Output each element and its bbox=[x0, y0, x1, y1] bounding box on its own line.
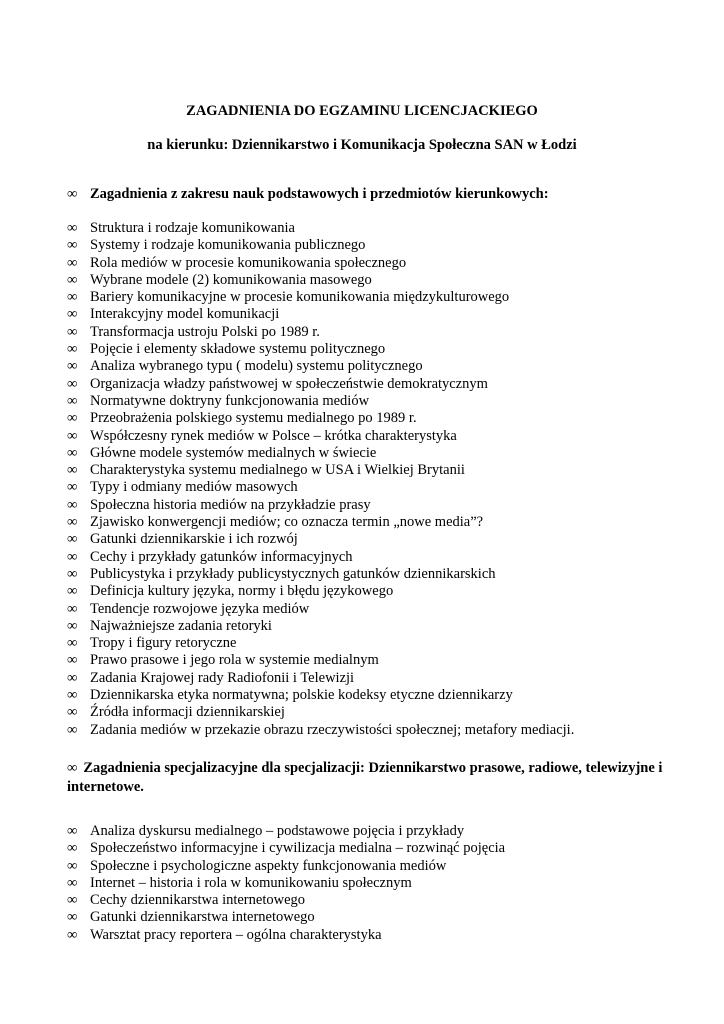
infinity-bullet-icon: ∞ bbox=[67, 358, 78, 375]
list-item bbox=[67, 376, 574, 393]
list-item-text: Charakterystyka systemu medialnego w USA i Wielkiej Brytanii bbox=[90, 462, 465, 479]
list-item-text: Rola mediów w procesie komunikowania społecznego bbox=[90, 254, 407, 271]
list-item-text: Definicja kultury języka, normy i błędu językowego bbox=[90, 583, 394, 600]
list-item bbox=[67, 652, 574, 669]
section-1-heading bbox=[67, 185, 549, 203]
list-item-text: Transformacja ustroju Polski po 1989 r. bbox=[90, 323, 320, 340]
list-item bbox=[67, 635, 574, 652]
infinity-bullet-icon: ∞ bbox=[67, 892, 78, 909]
list-item-text: Cechy dziennikarstwa internetowego bbox=[90, 892, 306, 909]
infinity-bullet-icon: ∞ bbox=[67, 669, 78, 686]
infinity-bullet-icon: ∞ bbox=[67, 444, 78, 461]
infinity-bullet-icon: ∞ bbox=[67, 600, 78, 617]
infinity-bullet-icon: ∞ bbox=[67, 323, 78, 340]
list-item-text: Główne modele systemów medialnych w świecie bbox=[90, 444, 377, 461]
list-item-text: Analiza wybranego typu ( modelu) systemu politycznego bbox=[90, 358, 423, 375]
list-item-text: Społeczna historia mediów na przykładzie prasy bbox=[90, 496, 371, 513]
list-item bbox=[67, 358, 574, 375]
list-item bbox=[67, 618, 574, 635]
list-item bbox=[67, 479, 574, 496]
infinity-bullet-icon: ∞ bbox=[67, 926, 78, 943]
list-item-text: Normatywne doktryny funkcjonowania mediów bbox=[90, 392, 370, 409]
list-item-text: Tendencje rozwojowe języka mediów bbox=[90, 600, 310, 617]
document-subtitle: na kierunku: Dziennikarstwo i Komunikacja Społeczna SAN w Łodzi bbox=[147, 137, 577, 153]
infinity-bullet-icon: ∞ bbox=[67, 392, 78, 409]
list-item bbox=[67, 704, 574, 721]
infinity-bullet-icon: ∞ bbox=[67, 565, 78, 582]
infinity-bullet-icon: ∞ bbox=[67, 909, 78, 926]
section-2-heading-text: Zagadnienia specjalizacyjne dla specjalizacji: Dziennikarstwo prasowe, radiowe, telewizyjne i internetowe. bbox=[67, 760, 663, 795]
list-item bbox=[67, 428, 574, 445]
list-item bbox=[67, 341, 574, 358]
list-item-text: Organizacja władzy państwowej w społeczeństwie demokratycznym bbox=[90, 375, 488, 392]
infinity-bullet-icon: ∞ bbox=[67, 721, 78, 738]
list-item bbox=[67, 272, 574, 289]
infinity-bullet-icon: ∞ bbox=[67, 514, 78, 531]
list-item-text: Systemy i rodzaje komunikowania publicznego bbox=[90, 237, 366, 254]
list-item bbox=[67, 549, 574, 566]
list-item-text: Wybrane modele (2) komunikowania masowego bbox=[90, 271, 372, 288]
list-item-text: Tropy i figury retoryczne bbox=[90, 635, 237, 652]
document-title: ZAGADNIENIA DO EGZAMINU LICENCJACKIEGO bbox=[186, 103, 538, 119]
infinity-bullet-icon: ∞ bbox=[67, 704, 78, 721]
list-item bbox=[67, 722, 574, 739]
list-item bbox=[67, 220, 574, 237]
infinity-bullet-icon: ∞ bbox=[67, 823, 78, 839]
infinity-bullet-icon: ∞ bbox=[67, 617, 78, 634]
list-item bbox=[67, 324, 574, 341]
list-item-text: Współczesny rynek mediów w Polsce – krótka charakterystyka bbox=[90, 427, 457, 444]
list-item bbox=[67, 687, 574, 704]
list-item bbox=[67, 497, 574, 514]
infinity-bullet-icon: ∞ bbox=[67, 427, 78, 444]
infinity-bullet-icon: ∞ bbox=[67, 760, 78, 776]
list-item-text: Internet – historia i rola w komunikowaniu społecznym bbox=[90, 874, 412, 891]
list-item bbox=[67, 875, 505, 892]
list-item bbox=[67, 462, 574, 479]
list-item bbox=[67, 858, 505, 875]
list-item-text: Gatunki dziennikarskie i ich rozwój bbox=[90, 531, 298, 548]
list-item-text: Prawo prasowe i jego rola w systemie medialnym bbox=[90, 652, 379, 669]
infinity-bullet-icon: ∞ bbox=[67, 531, 78, 548]
infinity-bullet-icon: ∞ bbox=[67, 840, 78, 857]
infinity-bullet-icon: ∞ bbox=[67, 410, 78, 427]
list-item bbox=[67, 670, 574, 687]
infinity-bullet-icon: ∞ bbox=[67, 271, 78, 288]
infinity-bullet-icon: ∞ bbox=[67, 306, 78, 323]
list-item bbox=[67, 601, 574, 618]
infinity-bullet-icon: ∞ bbox=[67, 548, 78, 565]
infinity-bullet-icon: ∞ bbox=[67, 254, 78, 271]
list-item-text: Analiza dyskursu medialnego – podstawowe pojęcia i przykłady bbox=[90, 823, 465, 839]
list-item bbox=[67, 410, 574, 427]
section-2-list bbox=[67, 823, 505, 944]
infinity-bullet-icon: ∞ bbox=[67, 289, 78, 306]
list-item-text: Typy i odmiany mediów masowych bbox=[90, 479, 298, 496]
list-item-text: Źródła informacji dziennikarskiej bbox=[90, 704, 285, 721]
list-item bbox=[67, 393, 574, 410]
list-item-text: Publicystyka i przykłady publicystycznych gatunków dziennikarskich bbox=[90, 565, 496, 582]
list-item-text: Zadania Krajowej rady Radiofonii i Telewizji bbox=[90, 669, 355, 686]
infinity-bullet-icon: ∞ bbox=[67, 496, 78, 513]
list-item-text: Gatunki dziennikarstwa internetowego bbox=[90, 909, 315, 926]
list-item bbox=[67, 840, 505, 857]
list-item bbox=[67, 531, 574, 548]
infinity-bullet-icon: ∞ bbox=[67, 635, 78, 652]
list-item-text: Dziennikarska etyka normatywna; polskie kodeksy etyczne dziennikarzy bbox=[90, 687, 513, 704]
infinity-bullet-icon: ∞ bbox=[67, 687, 78, 704]
list-item-text: Cechy i przykłady gatunków informacyjnych bbox=[90, 548, 353, 565]
list-item-text: Społeczeństwo informacyjne i cywilizacja medialna – rozwinąć pojęcia bbox=[90, 840, 506, 857]
list-item bbox=[67, 514, 574, 531]
infinity-bullet-icon: ∞ bbox=[67, 462, 78, 479]
infinity-bullet-icon: ∞ bbox=[67, 857, 78, 874]
list-item-text: Zjawisko konwergencji mediów; co oznacza termin „nowe media”? bbox=[90, 514, 484, 531]
list-item-text: Bariery komunikacyjne w procesie komunikowania międzykulturowego bbox=[90, 289, 510, 306]
list-item bbox=[67, 566, 574, 583]
list-item bbox=[67, 237, 574, 254]
list-item bbox=[67, 255, 574, 272]
infinity-bullet-icon: ∞ bbox=[67, 220, 78, 236]
list-item-text: Najważniejsze zadania retoryki bbox=[90, 617, 272, 634]
infinity-bullet-icon: ∞ bbox=[67, 237, 78, 254]
list-item-text: Pojęcie i elementy składowe systemu politycznego bbox=[90, 341, 386, 358]
list-item-text: Struktura i rodzaje komunikowania bbox=[90, 220, 295, 236]
section-1-heading-text: Zagadnienia z zakresu nauk podstawowych i przedmiotów kierunkowych: bbox=[90, 186, 549, 202]
list-item bbox=[67, 445, 574, 462]
list-item-text: Społeczne i psychologiczne aspekty funkcjonowania mediów bbox=[90, 857, 447, 874]
list-item bbox=[67, 306, 574, 323]
list-item-text: Interakcyjny model komunikacji bbox=[90, 306, 280, 323]
list-item bbox=[67, 927, 505, 944]
section-1-list bbox=[67, 220, 574, 739]
list-item bbox=[67, 583, 574, 600]
infinity-bullet-icon: ∞ bbox=[67, 375, 78, 392]
infinity-bullet-icon: ∞ bbox=[67, 479, 78, 496]
infinity-bullet-icon: ∞ bbox=[67, 186, 78, 202]
list-item-text: Zadania mediów w przekazie obrazu rzeczywistości społecznej; metafory mediacji. bbox=[90, 721, 575, 738]
infinity-bullet-icon: ∞ bbox=[67, 652, 78, 669]
list-item bbox=[67, 823, 505, 840]
list-item-text: Warsztat pracy reportera – ogólna charakterystyka bbox=[90, 926, 382, 943]
infinity-bullet-icon: ∞ bbox=[67, 874, 78, 891]
list-item bbox=[67, 909, 505, 926]
list-item-text: Przeobrażenia polskiego systemu medialnego po 1989 r. bbox=[90, 410, 417, 427]
list-item bbox=[67, 289, 574, 306]
section-2-heading bbox=[67, 759, 667, 797]
infinity-bullet-icon: ∞ bbox=[67, 583, 78, 600]
list-item bbox=[67, 892, 505, 909]
infinity-bullet-icon: ∞ bbox=[67, 341, 78, 358]
